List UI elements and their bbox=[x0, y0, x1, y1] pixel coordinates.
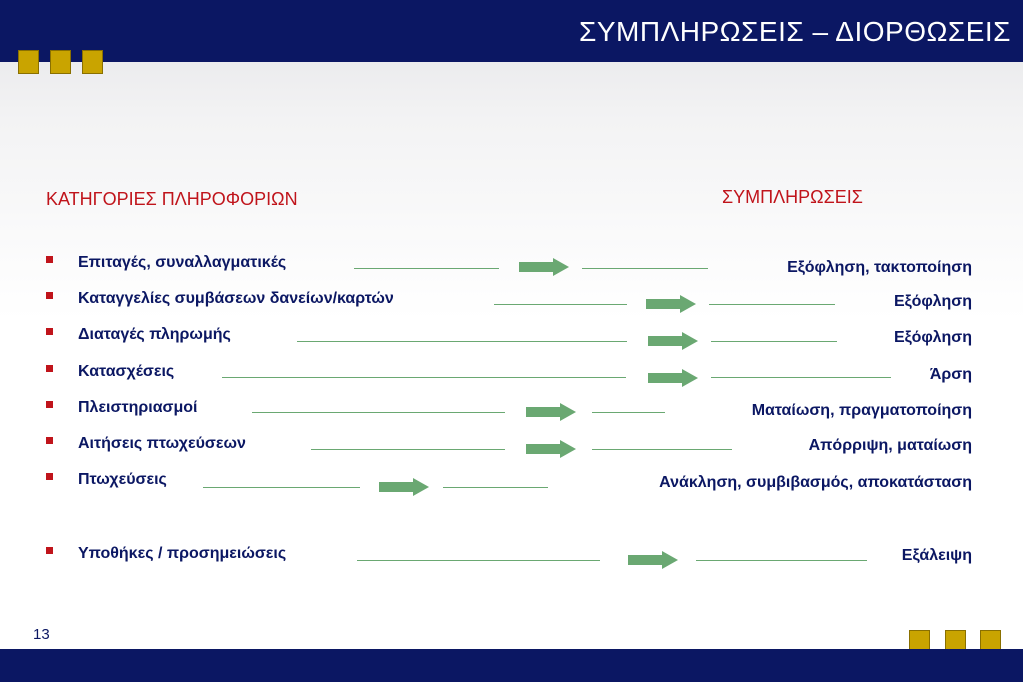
left-column-heading: ΚΑΤΗΓΟΡΙΕΣ ΠΛΗΡΟΦΟΡΙΩΝ bbox=[46, 189, 298, 209]
category-label: Κατασχέσεις bbox=[78, 363, 175, 380]
category-item bbox=[46, 435, 246, 453]
header-bar bbox=[0, 0, 1023, 62]
right-arrow-icon bbox=[526, 403, 576, 421]
right-arrow-icon bbox=[519, 258, 569, 276]
right-arrow-icon bbox=[648, 332, 698, 350]
result-label: Ανάκληση, συμβιβασμός, αποκατάσταση bbox=[659, 474, 972, 491]
right-arrow-icon bbox=[648, 369, 698, 387]
right-arrow-icon bbox=[646, 295, 696, 313]
result-label: Εξόφληση bbox=[893, 293, 972, 310]
result-label: Εξόφληση, τακτοποίηση bbox=[787, 259, 972, 276]
connector-line bbox=[696, 560, 867, 561]
right-column-heading: ΣΥΜΠΛΗΡΩΣΕΙΣ bbox=[722, 187, 863, 207]
category-label: Επιταγές, συναλλαγματικές bbox=[78, 254, 287, 271]
connector-line bbox=[354, 268, 499, 269]
square-bullet-icon bbox=[46, 365, 53, 372]
square-bullet-icon bbox=[46, 292, 53, 299]
category-label: Υποθήκες / προσημειώσεις bbox=[78, 545, 287, 562]
square-bullet-icon bbox=[46, 437, 53, 444]
category-item bbox=[46, 399, 197, 417]
footer-bar bbox=[0, 649, 1023, 682]
page-number: 13 bbox=[33, 626, 50, 643]
connector-line bbox=[203, 487, 360, 488]
connector-line bbox=[357, 560, 600, 561]
category-item bbox=[46, 363, 174, 381]
connector-line bbox=[222, 377, 626, 378]
result-label: Απόρριψη, ματαίωση bbox=[808, 437, 972, 454]
connector-line bbox=[494, 304, 627, 305]
square-bullet-icon bbox=[46, 256, 53, 263]
category-item bbox=[46, 254, 286, 272]
connector-line bbox=[311, 449, 505, 450]
connector-line bbox=[443, 487, 548, 488]
category-item bbox=[46, 326, 231, 344]
connector-line bbox=[582, 268, 708, 269]
right-arrow-icon bbox=[379, 478, 429, 496]
result-label: Εξάλειψη bbox=[901, 547, 972, 564]
category-item bbox=[46, 290, 394, 308]
category-label: Πλειστηριασμοί bbox=[78, 399, 198, 416]
category-label: Πτωχεύσεις bbox=[78, 471, 167, 488]
right-arrow-icon bbox=[526, 440, 576, 458]
square-bullet-icon bbox=[46, 473, 53, 480]
connector-line bbox=[592, 449, 732, 450]
category-label: Αιτήσεις πτωχεύσεων bbox=[78, 435, 246, 452]
result-label: Εξόφληση bbox=[893, 329, 972, 346]
connector-line bbox=[297, 341, 627, 342]
connector-line bbox=[709, 304, 835, 305]
square-bullet-icon bbox=[46, 401, 53, 408]
connector-line bbox=[252, 412, 505, 413]
square-bullet-icon bbox=[46, 328, 53, 335]
result-label: Άρση bbox=[929, 366, 972, 383]
connector-line bbox=[592, 412, 665, 413]
connector-line bbox=[711, 341, 837, 342]
square-bullet-icon bbox=[46, 547, 53, 554]
category-item bbox=[46, 545, 286, 563]
gold-square-icon bbox=[82, 50, 103, 74]
category-item bbox=[46, 471, 167, 489]
gold-square-icon bbox=[18, 50, 39, 74]
result-label: Ματαίωση, πραγματοποίηση bbox=[751, 402, 972, 419]
category-label: Καταγγελίες συμβάσεων δανείων/καρτών bbox=[78, 290, 394, 307]
connector-line bbox=[711, 377, 891, 378]
right-arrow-icon bbox=[628, 551, 678, 569]
slide-title: ΣΥΜΠΛΗΡΩΣΕΙΣ – ΔΙΟΡΘΩΣΕΙΣ bbox=[579, 16, 1011, 47]
category-label: Διαταγές πληρωμής bbox=[78, 326, 231, 343]
gold-square-icon bbox=[50, 50, 71, 74]
